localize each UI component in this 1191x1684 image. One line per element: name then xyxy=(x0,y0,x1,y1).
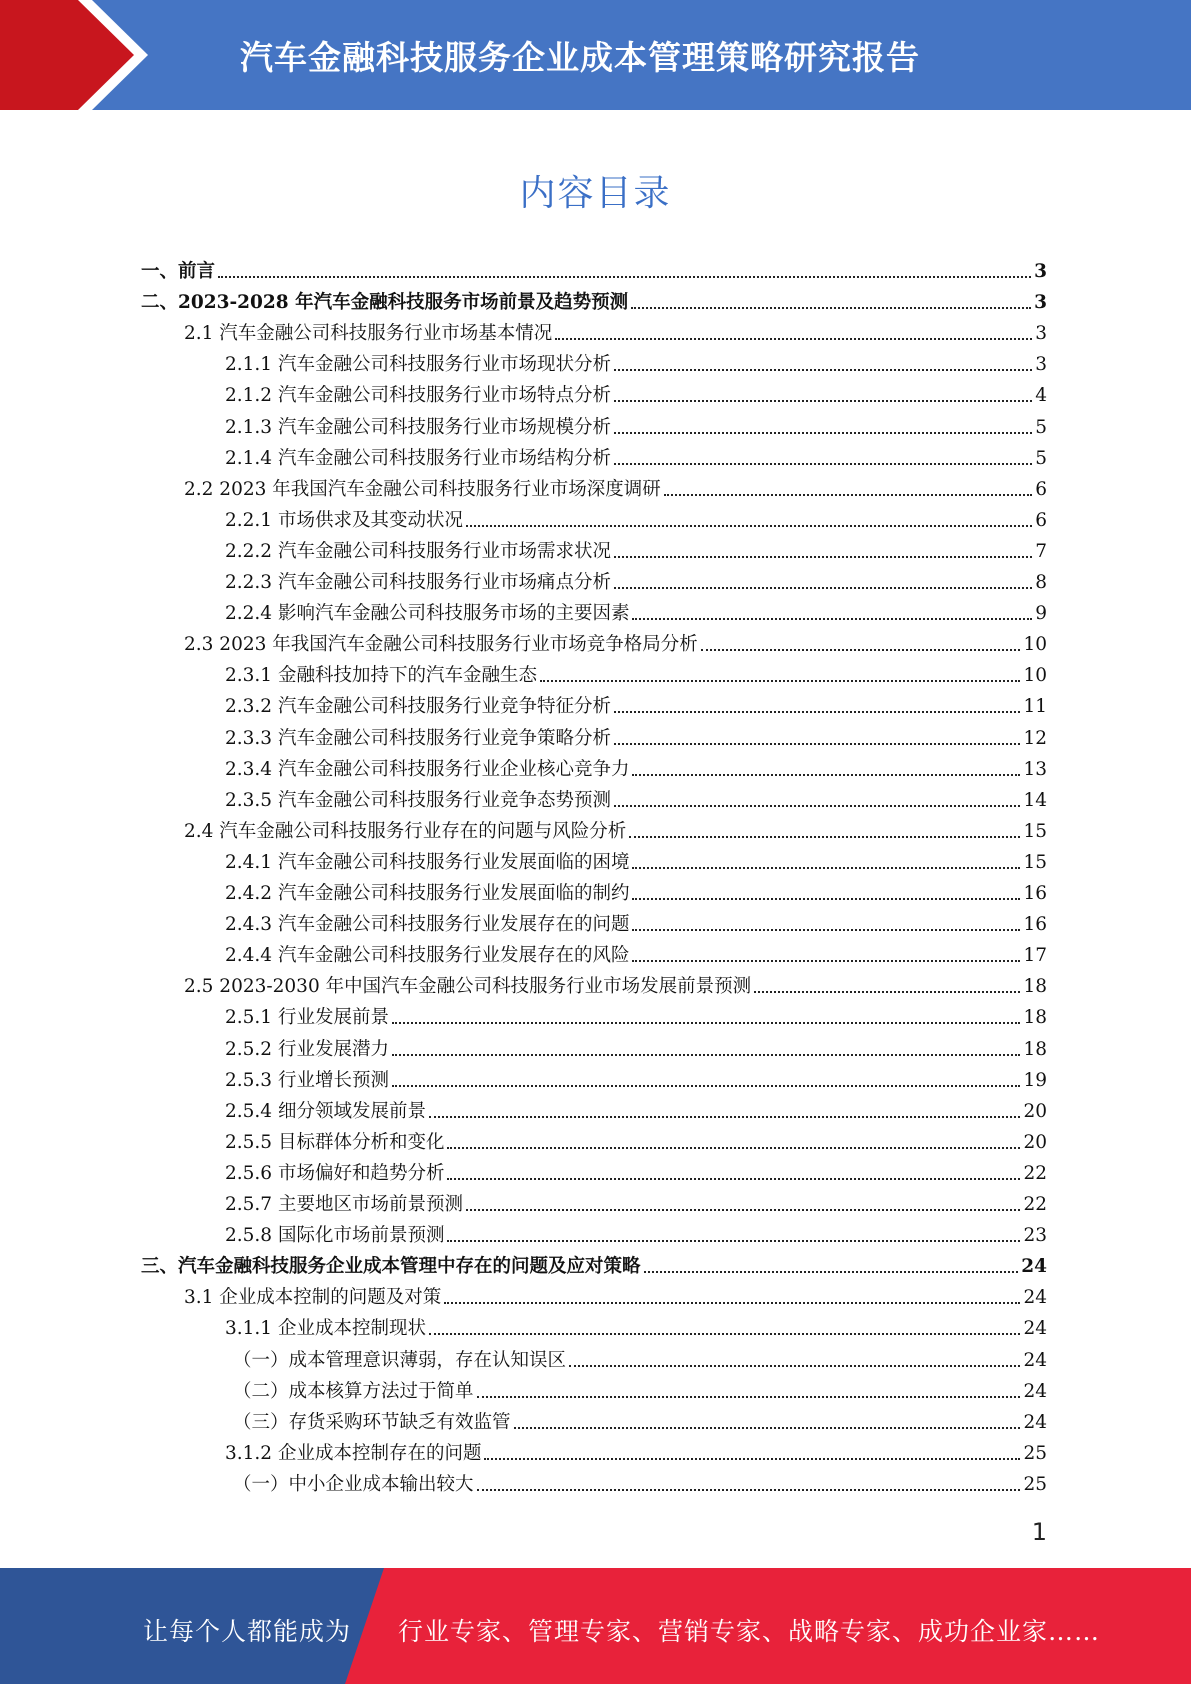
toc-entry-page: 20 xyxy=(1023,1131,1047,1153)
toc-entry[interactable] xyxy=(225,1310,1047,1341)
toc-entry[interactable] xyxy=(225,377,1047,408)
toc-entry-label: 2.4.3 汽车金融公司科技服务行业发展存在的问题 xyxy=(225,914,630,936)
toc-dot-leader xyxy=(632,866,1020,869)
toc-dot-leader xyxy=(631,306,1031,309)
toc-entry-label: 2.5.3 行业增长预测 xyxy=(225,1069,389,1091)
toc-entry-page: 12 xyxy=(1023,727,1047,749)
toc-entry[interactable] xyxy=(184,968,1047,999)
toc-entry-page: 25 xyxy=(1023,1442,1047,1464)
toc-entry-page: 16 xyxy=(1023,914,1047,936)
toc-entry-label: （二）成本核算方法过于简单 xyxy=(233,1380,474,1402)
toc-entry-label: 2.3.3 汽车金融公司科技服务行业竞争策略分析 xyxy=(225,727,611,749)
toc-dot-leader xyxy=(701,648,1021,651)
toc-dot-leader xyxy=(392,1053,1020,1056)
toc-entry-page: 18 xyxy=(1023,1007,1047,1029)
toc-dot-leader xyxy=(466,1208,1020,1211)
toc-entry-label: 2.5.2 行业发展潜力 xyxy=(225,1038,389,1060)
toc-entry[interactable] xyxy=(225,657,1047,688)
toc-dot-leader xyxy=(614,710,1020,713)
toc-dot-leader xyxy=(614,742,1020,745)
toc-entry-label: 3.1.1 企业成本控制现状 xyxy=(225,1318,426,1340)
toc-title: 内容目录 xyxy=(519,173,672,214)
toc-dot-leader xyxy=(569,1364,1020,1367)
toc-entry[interactable] xyxy=(225,440,1047,471)
toc-entry-page: 18 xyxy=(1023,1038,1047,1060)
toc-entry-label: 2.3 2023 年我国汽车金融公司科技服务行业市场竞争格局分析 xyxy=(184,634,698,656)
toc-entry-page: 24 xyxy=(1023,1349,1047,1371)
toc-entry-label: 2.5.6 市场偏好和趋势分析 xyxy=(225,1162,445,1184)
toc-entry[interactable] xyxy=(225,1093,1047,1124)
toc-entry[interactable] xyxy=(233,1342,1047,1373)
toc-entry-page: 3 xyxy=(1035,323,1047,345)
toc-entry[interactable] xyxy=(225,502,1047,533)
toc-entry[interactable] xyxy=(225,533,1047,564)
toc-entry-label: （一）中小企业成本输出较大 xyxy=(233,1473,474,1495)
toc-dot-leader xyxy=(429,1332,1020,1335)
toc-entry-label: 2.3.2 汽车金融公司科技服务行业竞争特征分析 xyxy=(225,696,611,718)
toc-entry-page: 4 xyxy=(1035,385,1047,407)
toc-entry[interactable] xyxy=(225,782,1047,813)
toc-entry-page: 10 xyxy=(1023,665,1047,687)
toc-entry-label: 2.2 2023 年我国汽车金融公司科技服务行业市场深度调研 xyxy=(184,478,661,500)
toc-entry-label: 3.1.2 企业成本控制存在的问题 xyxy=(225,1442,482,1464)
toc-entry-label: 2.1.3 汽车金融公司科技服务行业市场规模分析 xyxy=(225,416,611,438)
toc-entry-page: 3 xyxy=(1035,354,1047,376)
toc-entry-label: 一、前言 xyxy=(141,261,216,282)
toc-entry-label: 2.3.5 汽车金融公司科技服务行业竞争态势预测 xyxy=(225,789,611,811)
toc-entry-page: 10 xyxy=(1023,634,1047,656)
toc-entry-page: 24 xyxy=(1023,1380,1047,1402)
toc-dot-leader xyxy=(614,368,1032,371)
toc-entry-label: 2.5.4 细分领域发展前景 xyxy=(225,1100,426,1122)
toc-entry-page: 7 xyxy=(1035,540,1047,562)
toc-dot-leader xyxy=(392,1084,1020,1087)
toc-dot-leader xyxy=(632,928,1020,931)
toc-dot-leader xyxy=(632,959,1020,962)
toc-entry-label: 2.5 2023-2030 年中国汽车金融公司科技服务行业市场发展前景预测 xyxy=(184,976,752,998)
toc-entry-page: 19 xyxy=(1023,1069,1047,1091)
toc-dot-leader xyxy=(484,1457,1020,1460)
toc-entry[interactable] xyxy=(141,253,1047,284)
toc-entry-page: 22 xyxy=(1023,1162,1047,1184)
toc-dot-leader xyxy=(629,835,1020,838)
toc-entry-label: 2.1.4 汽车金融公司科技服务行业市场结构分析 xyxy=(225,447,611,469)
toc-dot-leader xyxy=(632,897,1020,900)
toc-entry-label: 2.5.8 国际化市场前景预测 xyxy=(225,1225,445,1247)
toc-entry-label: 2.2.2 汽车金融公司科技服务行业市场需求状况 xyxy=(225,540,611,562)
toc-dot-leader xyxy=(514,1426,1021,1429)
toc-entry[interactable] xyxy=(225,751,1047,782)
toc-dot-leader xyxy=(444,1301,1020,1304)
toc-entry[interactable] xyxy=(225,1435,1047,1466)
toc-entry-page: 3 xyxy=(1034,292,1047,314)
toc-entry-label: 2.1.2 汽车金融公司科技服务行业市场特点分析 xyxy=(225,385,611,407)
toc-dot-leader xyxy=(477,1488,1021,1491)
toc-entry[interactable] xyxy=(184,626,1047,657)
toc-entry-page: 9 xyxy=(1035,603,1047,625)
toc-entry-page: 24 xyxy=(1023,1287,1047,1309)
toc-dot-leader xyxy=(392,1021,1020,1024)
toc-entry-page: 5 xyxy=(1035,447,1047,469)
toc-entry-label: 2.5.5 目标群体分析和变化 xyxy=(225,1131,445,1153)
toc-entry[interactable] xyxy=(225,409,1047,440)
toc-entry[interactable] xyxy=(233,1404,1047,1435)
toc-entry[interactable] xyxy=(184,1279,1047,1310)
toc-dot-leader xyxy=(754,990,1020,993)
toc-dot-leader xyxy=(632,617,1032,620)
footer-slogan-left: 让每个人都能成为 xyxy=(143,1617,352,1646)
toc-dot-leader xyxy=(614,462,1032,465)
toc-entry-page: 5 xyxy=(1035,416,1047,438)
toc-entry[interactable] xyxy=(225,346,1047,377)
toc-dot-leader xyxy=(218,275,1031,278)
toc-entry[interactable] xyxy=(225,1031,1047,1062)
toc-dot-leader xyxy=(447,1177,1020,1180)
toc-entry-label: 2.3.4 汽车金融公司科技服务行业企业核心竞争力 xyxy=(225,758,630,780)
toc-entry[interactable] xyxy=(225,720,1047,751)
toc-entry-label: 三、汽车金融科技服务企业成本管理中存在的问题及应对策略 xyxy=(141,1256,641,1278)
toc-entry-label: 二、2023-2028 年汽车金融科技服务市场前景及趋势预测 xyxy=(141,292,629,314)
toc-entry[interactable] xyxy=(184,471,1047,502)
toc-entry-page: 24 xyxy=(1023,1411,1047,1433)
toc-entry-label: 2.4 汽车金融公司科技服务行业存在的问题与风险分析 xyxy=(184,820,627,842)
toc-entry-page: 25 xyxy=(1023,1473,1047,1495)
toc-dot-leader xyxy=(466,524,1032,527)
toc-dot-leader xyxy=(632,773,1020,776)
toc-dot-leader xyxy=(644,1270,1019,1273)
toc-entry-page: 11 xyxy=(1023,696,1047,718)
toc-entry[interactable] xyxy=(225,937,1047,968)
toc-entry-label: 2.2.3 汽车金融公司科技服务行业市场痛点分析 xyxy=(225,572,611,593)
toc-entry[interactable] xyxy=(233,1373,1047,1404)
toc-entry-page: 22 xyxy=(1023,1194,1047,1215)
toc-dot-leader xyxy=(614,431,1032,434)
toc-entry[interactable] xyxy=(141,1248,1047,1279)
toc-entry-page: 17 xyxy=(1023,945,1047,967)
toc-entry-page: 13 xyxy=(1023,758,1047,780)
toc-dot-leader xyxy=(555,337,1032,340)
toc-entry[interactable] xyxy=(225,564,1047,595)
report-title: 汽车金融科技服务企业成本管理策略研究报告 xyxy=(240,38,920,77)
toc-entry-label: （一）成本管理意识薄弱，存在认知误区 xyxy=(233,1349,567,1371)
toc-dot-leader xyxy=(477,1395,1021,1398)
toc-entry-label: 2.3.1 金融科技加持下的汽车金融生态 xyxy=(225,665,537,687)
toc-entry[interactable] xyxy=(225,1062,1047,1093)
toc-entry-page: 3 xyxy=(1034,261,1047,282)
toc-dot-leader xyxy=(447,1146,1020,1149)
toc-entry-label: 2.1 汽车金融公司科技服务行业市场基本情况 xyxy=(184,323,553,345)
header-banner xyxy=(0,0,1191,110)
toc-entry[interactable] xyxy=(141,284,1047,315)
toc-entry[interactable] xyxy=(225,999,1047,1030)
toc-entry[interactable] xyxy=(225,595,1047,626)
toc-entry[interactable] xyxy=(225,1217,1047,1248)
toc-entry-label: 2.4.1 汽车金融公司科技服务行业发展面临的困境 xyxy=(225,851,630,873)
toc-entry-page: 16 xyxy=(1023,883,1047,904)
toc-dot-leader xyxy=(614,804,1020,807)
toc-entry[interactable] xyxy=(184,315,1047,346)
toc-dot-leader xyxy=(614,555,1032,558)
toc-dot-leader xyxy=(664,493,1032,496)
toc-entry-label: （三）存货采购环节缺乏有效监管 xyxy=(233,1411,511,1433)
toc-entry-label: 2.5.1 行业发展前景 xyxy=(225,1007,389,1029)
toc-entry-page: 24 xyxy=(1023,1318,1047,1340)
toc-dot-leader xyxy=(614,586,1032,589)
toc-entry-page: 15 xyxy=(1023,820,1047,842)
toc-entry-label: 2.4.4 汽车金融公司科技服务行业发展存在的风险 xyxy=(225,945,630,967)
toc-entry[interactable] xyxy=(184,813,1047,844)
toc-entry-label: 2.4.2 汽车金融公司科技服务行业发展面临的制约 xyxy=(225,883,630,904)
toc-entry[interactable] xyxy=(225,875,1047,906)
page-number: 1 xyxy=(1031,1518,1047,1546)
toc-entry-label: 2.2.4 影响汽车金融公司科技服务市场的主要因素 xyxy=(225,603,630,625)
toc-entry-page: 8 xyxy=(1035,572,1047,593)
toc-dot-leader xyxy=(447,1239,1020,1242)
toc-entry[interactable] xyxy=(225,1186,1047,1217)
toc-entry[interactable] xyxy=(225,844,1047,875)
toc-entry-page: 18 xyxy=(1023,976,1047,998)
toc-entry-page: 6 xyxy=(1035,509,1047,531)
toc-entry-label: 3.1 企业成本控制的问题及对策 xyxy=(184,1287,442,1309)
toc-dot-leader xyxy=(614,399,1032,402)
toc-entry-page: 15 xyxy=(1023,851,1047,873)
toc-entry[interactable] xyxy=(225,906,1047,937)
toc-entry-label: 2.1.1 汽车金融公司科技服务行业市场现状分析 xyxy=(225,354,611,376)
toc-entry[interactable] xyxy=(225,1155,1047,1186)
footer-banner xyxy=(0,1568,1191,1684)
toc-entry[interactable] xyxy=(225,688,1047,719)
toc-entry-page: 20 xyxy=(1023,1100,1047,1122)
toc-entry-page: 23 xyxy=(1023,1225,1047,1247)
toc-entry-label: 2.2.1 市场供求及其变动状况 xyxy=(225,509,463,531)
toc-dot-leader xyxy=(429,1115,1020,1118)
toc-entry-page: 14 xyxy=(1023,789,1047,811)
toc-entry-label: 2.5.7 主要地区市场前景预测 xyxy=(225,1194,463,1215)
toc-entry[interactable] xyxy=(233,1466,1047,1497)
toc-dot-leader xyxy=(540,679,1020,682)
toc-entry[interactable] xyxy=(225,1124,1047,1155)
footer-slogan-right: 行业专家、管理专家、营销专家、战略专家、成功企业家…… xyxy=(398,1617,1101,1646)
toc-entry-page: 24 xyxy=(1021,1256,1047,1278)
toc-entry-page: 6 xyxy=(1035,478,1047,500)
